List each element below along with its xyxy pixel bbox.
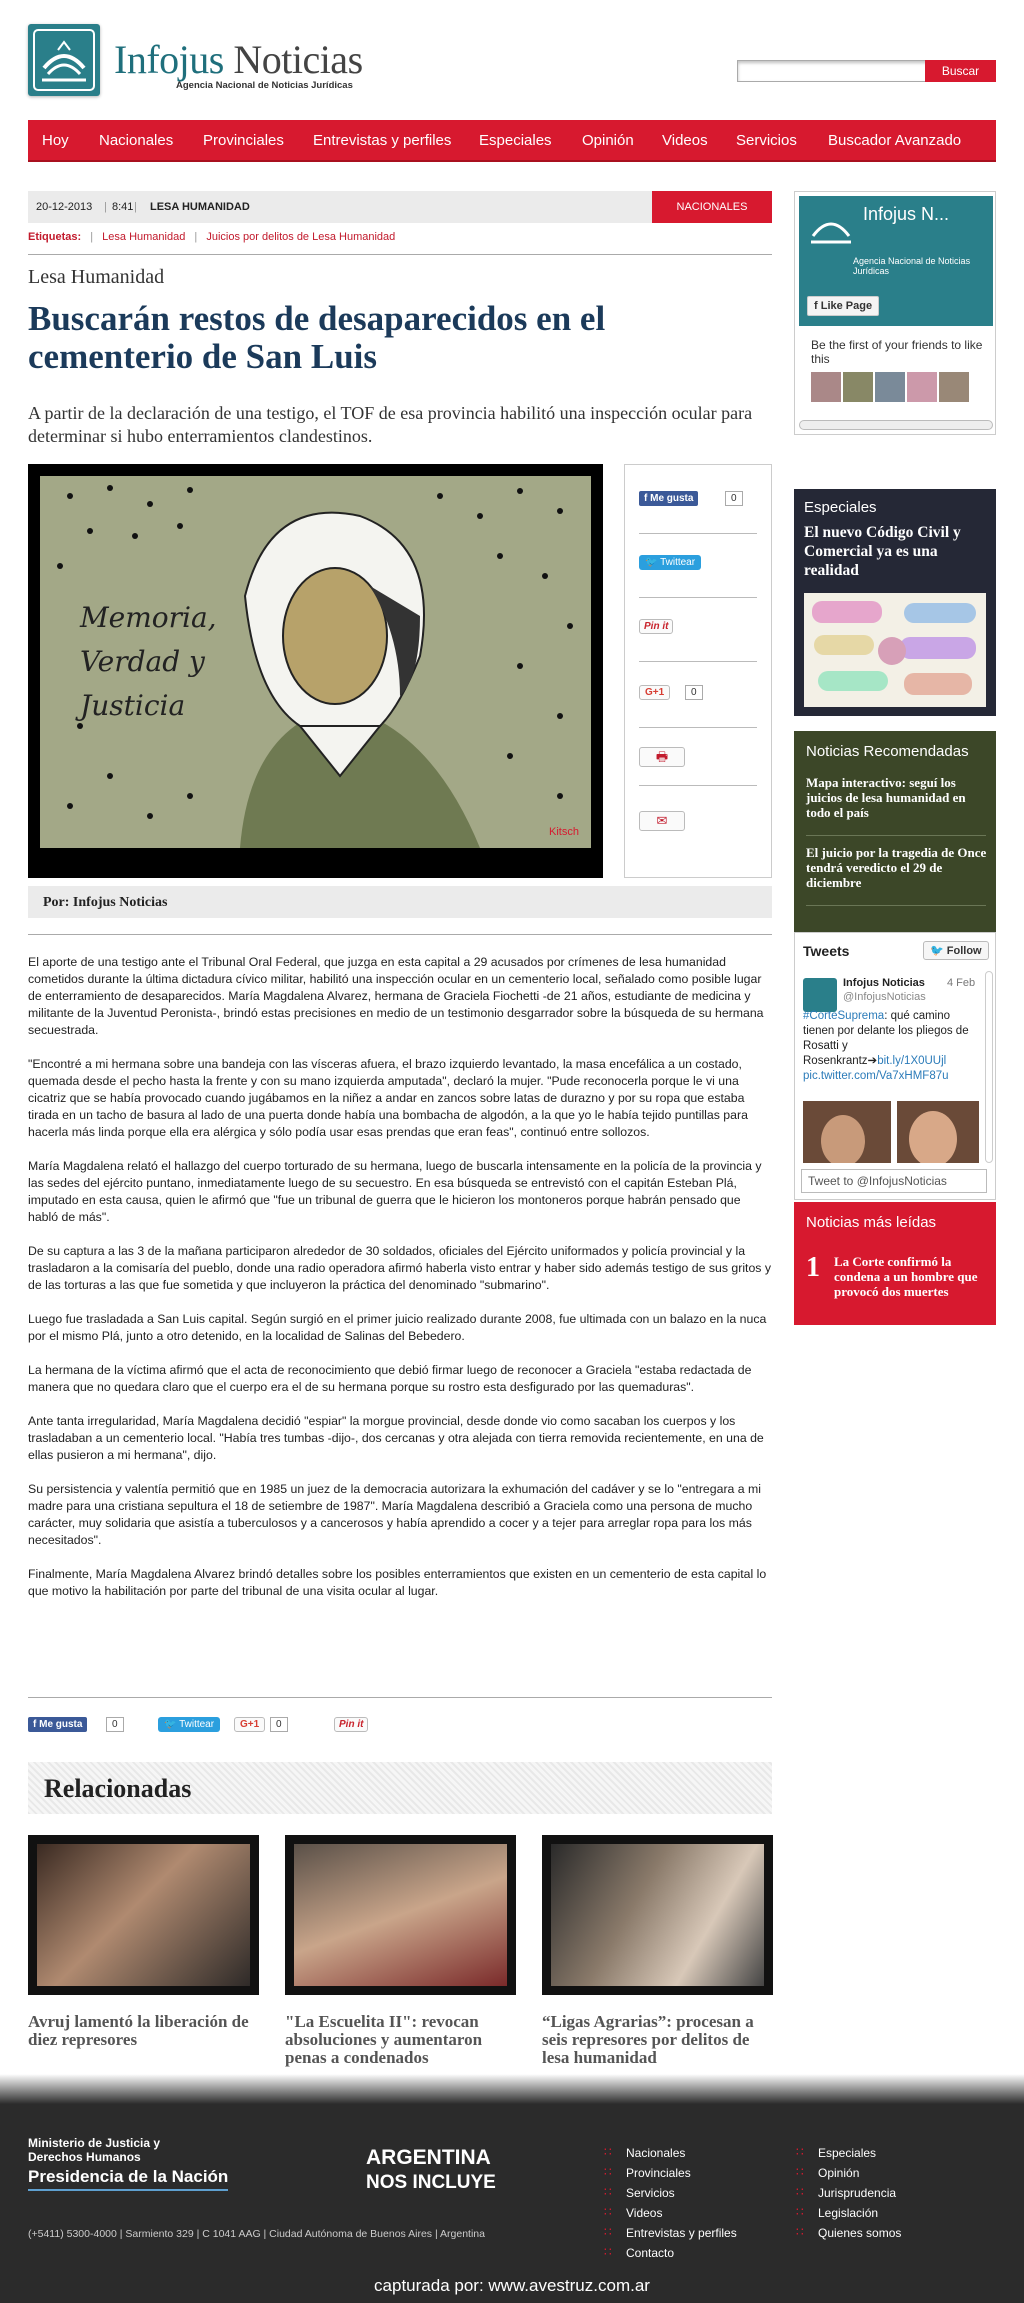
- tag-link[interactable]: Juicios por delitos de Lesa Humanidad: [206, 231, 396, 243]
- related-caption: “Ligas Agrarias”: procesan a seis represores por delitos de lesa humanidad: [542, 2012, 754, 2067]
- facebook-page-title: Infojus N...: [863, 204, 950, 224]
- tweet-label: Twittear: [179, 1719, 215, 1730]
- nav-item-servicios[interactable]: Servicios: [736, 132, 797, 149]
- nav-item-nacionales[interactable]: Nacionales: [99, 132, 174, 149]
- paragraph: Su persistencia y valentía permitió que en 1985 un juez de la democracia autorizara la exhumación del cadáver y se lo "entregara a mi madre para una cristiana sepultura el 18 de setiembre de 1987". María Magdalena describió a Graciela como una persona de mucho carácter, muy solidaria que asistía a tuberculosos y a cancerosos y había aprendido a cocer y a tejer para arreglar ropa para los más necesitados".: [28, 1482, 762, 1547]
- fb-first-friend-text: Be the first of your friends to like this: [811, 338, 983, 366]
- article-topic: LESA HUMANIDAD: [150, 201, 250, 213]
- category-badge[interactable]: NACIONALES: [652, 191, 772, 223]
- related-image: [285, 1835, 516, 1995]
- tweets-title: Tweets: [803, 943, 850, 959]
- nav-item-entrevistas[interactable]: Entrevistas y perfiles: [313, 132, 452, 149]
- footer-link[interactable]: ∷ Especiales: [818, 2146, 876, 2160]
- twitter-widget: [794, 932, 996, 1200]
- footer-argentina: ARGENTINA: [366, 2146, 491, 2169]
- related-caption: "La Escuelita II": revocan absoluciones y aumentaron penas a condenados: [285, 2012, 483, 2067]
- paragraph: Finalmente, María Magdalena Alvarez brindó detalles sobre los posibles enterramientos que existen en un cementerio de esta capital lo que motivo la habilitación por parte del tribunal de una visita ocular al lugar.: [28, 1567, 767, 1598]
- fb-avatar[interactable]: [907, 372, 937, 402]
- footer-link[interactable]: ∷ Quienes somos: [818, 2226, 901, 2240]
- nav-item-hoy[interactable]: Hoy: [42, 132, 69, 149]
- email-icon[interactable]: ✉: [639, 811, 685, 831]
- tweet-link[interactable]: bit.ly/1X0UUjl: [877, 1055, 947, 1067]
- article-photo: [40, 476, 591, 848]
- facebook-banner[interactable]: [799, 196, 993, 326]
- facebook-banner-sub: Agencia Nacional de Noticias Jurídicas: [853, 256, 971, 276]
- tweet-text: [803, 1009, 981, 1084]
- footer-shade: [0, 2074, 1024, 2104]
- article-body: [28, 954, 774, 1617]
- related-item[interactable]: [285, 1835, 516, 2067]
- paragraph: María Magdalena relató el hallazgo del cuerpo torturado de su hermana, luego de buscarla intensamente en la policía de la provincia y las sedes del ejército puntano, inmediatamente luego de su secuestro. En esa búsqueda se entrevistó con el capitán Esteban Plá, imputado en esta causa, quien le afirmó que "fue un tribunal de guerra que le hicieron los montoneros porque habrán pensado que habló de más".: [28, 1159, 762, 1224]
- fb-like-button[interactable]: f Me gusta: [639, 491, 698, 506]
- paragraph: Ante tanta irregularidad, María Magdalena decidió "espiar" la morgue provincial, desde donde vio como sacaban los cuerpos y los trasladaban a un cementerio local. "Había tres tumbas -dijo-, dos cercanas y otra alejada con tierra removida recientemente, en una de ellas pusieron a mi hermana", dijo.: [28, 1414, 764, 1462]
- tweet-image[interactable]: [803, 1101, 979, 1163]
- search-button[interactable]: Buscar: [925, 60, 996, 82]
- photo-credit: Kitsch: [549, 826, 579, 838]
- fb-like-page-button[interactable]: f Like Page: [807, 296, 879, 316]
- article-date: 20-12-2013: [36, 201, 93, 213]
- logo-tagline: Agencia Nacional de Noticias Jurídicas: [176, 80, 353, 91]
- fb-avatar[interactable]: [811, 372, 841, 402]
- tweet-pic-link[interactable]: pic.twitter.com/Va7xHMF87u: [803, 1070, 949, 1082]
- divider: [806, 905, 986, 906]
- paragraph: Luego fue trasladada a San Luis capital. Según surgió en el primer juicio realizado durante 2008, fue ultimada con un balazo en la nuca por el mismo Plá, junto a otro detenido, en la localidad de Salinas del Bebedero.: [28, 1312, 767, 1343]
- section-label: Lesa Humanidad: [28, 266, 165, 288]
- tweet-hashtag[interactable]: #CorteSuprema: [803, 1010, 885, 1022]
- related-header: [28, 1762, 772, 1814]
- related-title: Relacionadas: [44, 1774, 192, 1803]
- pinit-button[interactable]: Pin it: [334, 1717, 368, 1732]
- fb-like-label: Me gusta: [650, 493, 694, 504]
- gplus-count: 0: [685, 685, 703, 700]
- tweet-body: : qué camino tienen por delante los pliegos de Rosatti y Rosenkrantz➔: [803, 1010, 969, 1067]
- article-subhead: A partir de la declaración de una testigo, el TOF de esa provincia habilitó una inspección ocular para determinar si hubo enterramientos clandestinos.: [28, 403, 753, 446]
- fb-like-count: 0: [725, 491, 743, 506]
- paragraph: El aporte de una testigo ante el Tribunal Oral Federal, que juzga en esta capital a 29 acusados por crímenes de lesa humanidad cometidos durante la última dictadura cívico militar, habilitó una inspección ocular en un cementerio local, señalado como posible lugar de enterramiento de desaparecidos. María Magdalena Alvarez, hermana de Graciela Fiochetti -de 21 años, estudiante de medicina y militante de la Juventud Peronista-, brindó estas precisiones en medio de un testimonio desgarrador sobre la búsqueda de su hermana secuestrada.: [28, 955, 764, 1037]
- logo-icon[interactable]: [28, 24, 100, 96]
- capture-credit: capturada por: www.avestruz.com.ar: [374, 2276, 650, 2295]
- article-time: 8:41: [112, 201, 134, 213]
- related-image: [28, 1835, 259, 1995]
- pinit-button[interactable]: Pin it: [639, 619, 673, 634]
- article-headline: Buscarán restos de desaparecidos en el cementerio de San Luis: [28, 299, 606, 376]
- fb-avatar[interactable]: [875, 372, 905, 402]
- nav-item-videos[interactable]: Videos: [662, 132, 708, 149]
- fb-scrollbar[interactable]: [799, 420, 993, 430]
- paragraph: De su captura a las 3 de la mañana participaron alrededor de 30 soldados, oficiales del Ejército uniformados y policía provincial y la trasladaron a la comisaría del pueblo, donde una radio operadora afirmó haberla visto entrar y haber sido además testigo de sus gritos y de las torturas a las que fue sometida y que incluyeron la práctica del denominado "submarino".: [28, 1244, 772, 1292]
- logo-second: Noticias: [223, 37, 363, 82]
- nav-item-opinion[interactable]: Opinión: [582, 132, 634, 149]
- tweet-author[interactable]: Infojus Noticias: [843, 977, 925, 989]
- recomendada-link[interactable]: El juicio por la tragedia de Once tendrá veredicto el 29 de diciembre: [806, 845, 987, 890]
- twitter-follow-button[interactable]: 🐦 Follow: [923, 941, 989, 960]
- facebook-widget: [794, 191, 996, 435]
- footer-link[interactable]: ∷ Servicios: [626, 2186, 675, 2200]
- fb-like-label: Me gusta: [39, 1719, 83, 1730]
- site-header: [28, 24, 996, 100]
- meta-sep: |: [134, 201, 137, 213]
- tweet-to-input[interactable]: Tweet to @InfojusNoticias: [801, 1169, 987, 1193]
- especiales-link[interactable]: El nuevo Código Civil y Comercial ya es una realidad: [804, 524, 961, 579]
- tweets-scrollbar[interactable]: [985, 971, 993, 1163]
- tweet-button[interactable]: 🐦 Twittear: [158, 1717, 220, 1732]
- divider: [639, 533, 757, 534]
- tweet-button[interactable]: 🐦 Twittear: [639, 555, 701, 570]
- fb-avatar[interactable]: [939, 372, 969, 402]
- footer-link[interactable]: ∷ Jurisprudencia: [818, 2186, 896, 2200]
- paragraph: "Encontré a mi hermana sobre una bandeja con las vísceras afuera, el brazo izquierdo levantado, la masa encefálica a un costado, quemada desde el pecho hasta la frente y con su mano izquierda amputada", declaró la mujer. "Pude reconocerla porque le vi una cicatriz que se había provocado cuando jugábamos en la niñez a andar en zancos sobre latas de durazno y por su ropa que estaba tirada en un tacho de basura al lado de una puerta donde había una bombacha de algodón, a la que yo le había tejido puntillas para hacerla más linda porque ella era alérgica y sólo podía usar esas prendas que eran feas", continuó entre sollozos.: [28, 1057, 748, 1139]
- twitter-avatar[interactable]: [803, 978, 837, 1012]
- main-nav: [28, 120, 996, 162]
- divider: [639, 727, 757, 728]
- divider: [28, 934, 772, 935]
- fb-like-count: 0: [106, 1717, 124, 1732]
- especiales-widget: [794, 489, 996, 716]
- site-footer: [0, 2104, 1024, 2303]
- logo-icon: [807, 206, 855, 246]
- bottom-share-bar: [28, 1717, 772, 1739]
- recomendadas-widget: [794, 731, 996, 936]
- footer-ministerio: Ministerio de Justicia y Derechos Humanos: [28, 2136, 161, 2164]
- divider: [639, 597, 757, 598]
- logo-main: Infojus: [114, 37, 224, 82]
- gplus-count: 0: [270, 1717, 288, 1732]
- tags-label: Etiquetas:: [28, 231, 82, 243]
- fb-avatar[interactable]: [843, 372, 873, 402]
- tag-link[interactable]: Lesa Humanidad: [102, 231, 186, 243]
- article-byline: Por: Infojus Noticias: [28, 886, 772, 918]
- footer-link[interactable]: ∷ Opinión: [818, 2166, 859, 2180]
- related-item[interactable]: [28, 1835, 259, 2049]
- gplus-button[interactable]: G+1: [639, 685, 670, 700]
- especiales-image[interactable]: [804, 593, 986, 707]
- fb-like-button[interactable]: f Me gusta: [28, 1717, 87, 1732]
- tags-row: [28, 231, 395, 243]
- footer-link[interactable]: ∷ Entrevistas y perfiles: [626, 2226, 737, 2240]
- recomendadas-title: Noticias Recomendadas: [806, 743, 969, 760]
- footer-nos-incluye: NOS INCLUYE: [366, 2172, 496, 2193]
- divider: [28, 1697, 772, 1698]
- related-item[interactable]: [542, 1835, 773, 2067]
- related-image: [542, 1835, 773, 1995]
- tweet-handle[interactable]: @InfojusNoticias: [843, 991, 926, 1003]
- divider: [639, 785, 757, 786]
- footer-address: (+5411) 5300-4000 | Sarmiento 329 | C 1041 AAG | Ciudad Autónoma de Buenos Aires | Argentina: [28, 2228, 485, 2240]
- print-icon[interactable]: 🖶: [639, 747, 685, 767]
- footer-presidencia: Presidencia de la Nación: [28, 2167, 228, 2191]
- nav-item-buscador[interactable]: Buscador Avanzado: [828, 132, 962, 149]
- footer-link[interactable]: ∷ Provinciales: [626, 2166, 691, 2180]
- gplus-button[interactable]: G+1: [234, 1717, 265, 1732]
- tweet-date[interactable]: 4 Feb: [947, 977, 976, 989]
- divider: [639, 661, 757, 662]
- mas-leidas-widget: [794, 1202, 996, 1325]
- tag-sep: |: [194, 231, 198, 243]
- tweet-label: Twittear: [660, 557, 696, 568]
- footer-link[interactable]: ∷ Contacto: [626, 2246, 674, 2260]
- nav-item-provinciales[interactable]: Provinciales: [203, 132, 284, 149]
- footer-link[interactable]: ∷ Videos: [626, 2206, 662, 2220]
- recomendada-link[interactable]: Mapa interactivo: seguí los juicios de lesa humanidad en todo el país: [806, 775, 966, 820]
- related-caption: Avruj lamentó la liberación de diez represores: [28, 2012, 249, 2049]
- footer-link[interactable]: ∷ Legislación: [818, 2206, 878, 2220]
- share-sidebar: [624, 464, 772, 878]
- photo-handwritten-text: Memoria, Verdad y Justicia: [80, 601, 217, 722]
- divider: [806, 835, 986, 836]
- article-photo-frame: [28, 464, 603, 878]
- especiales-title: Especiales: [804, 499, 877, 516]
- logo-wordmark[interactable]: [114, 36, 363, 83]
- paragraph: La hermana de la víctima afirmó que el acta de reconocimiento que debió firmar luego de reconocer a Graciela "estaba redactada de manera que no quedara claro que el cuerpo era el de su hermana porque su rostro esta desfigurado por las quemaduras".: [28, 1363, 752, 1394]
- nav-item-especiales[interactable]: Especiales: [479, 132, 552, 149]
- mas-leidas-rank: 1: [806, 1252, 820, 1283]
- tag-sep: |: [90, 231, 94, 243]
- search-input[interactable]: [737, 60, 944, 82]
- fb-like-page-label: Like Page: [820, 300, 873, 312]
- mas-leidas-title: Noticias más leídas: [806, 1214, 937, 1231]
- footer-link[interactable]: ∷ Nacionales: [626, 2146, 685, 2160]
- divider: [28, 254, 772, 255]
- mas-leidas-link[interactable]: La Corte confirmó la condena a un hombre que provocó dos muertes: [834, 1254, 978, 1299]
- meta-sep: |: [104, 201, 107, 213]
- follow-label: Follow: [946, 945, 982, 957]
